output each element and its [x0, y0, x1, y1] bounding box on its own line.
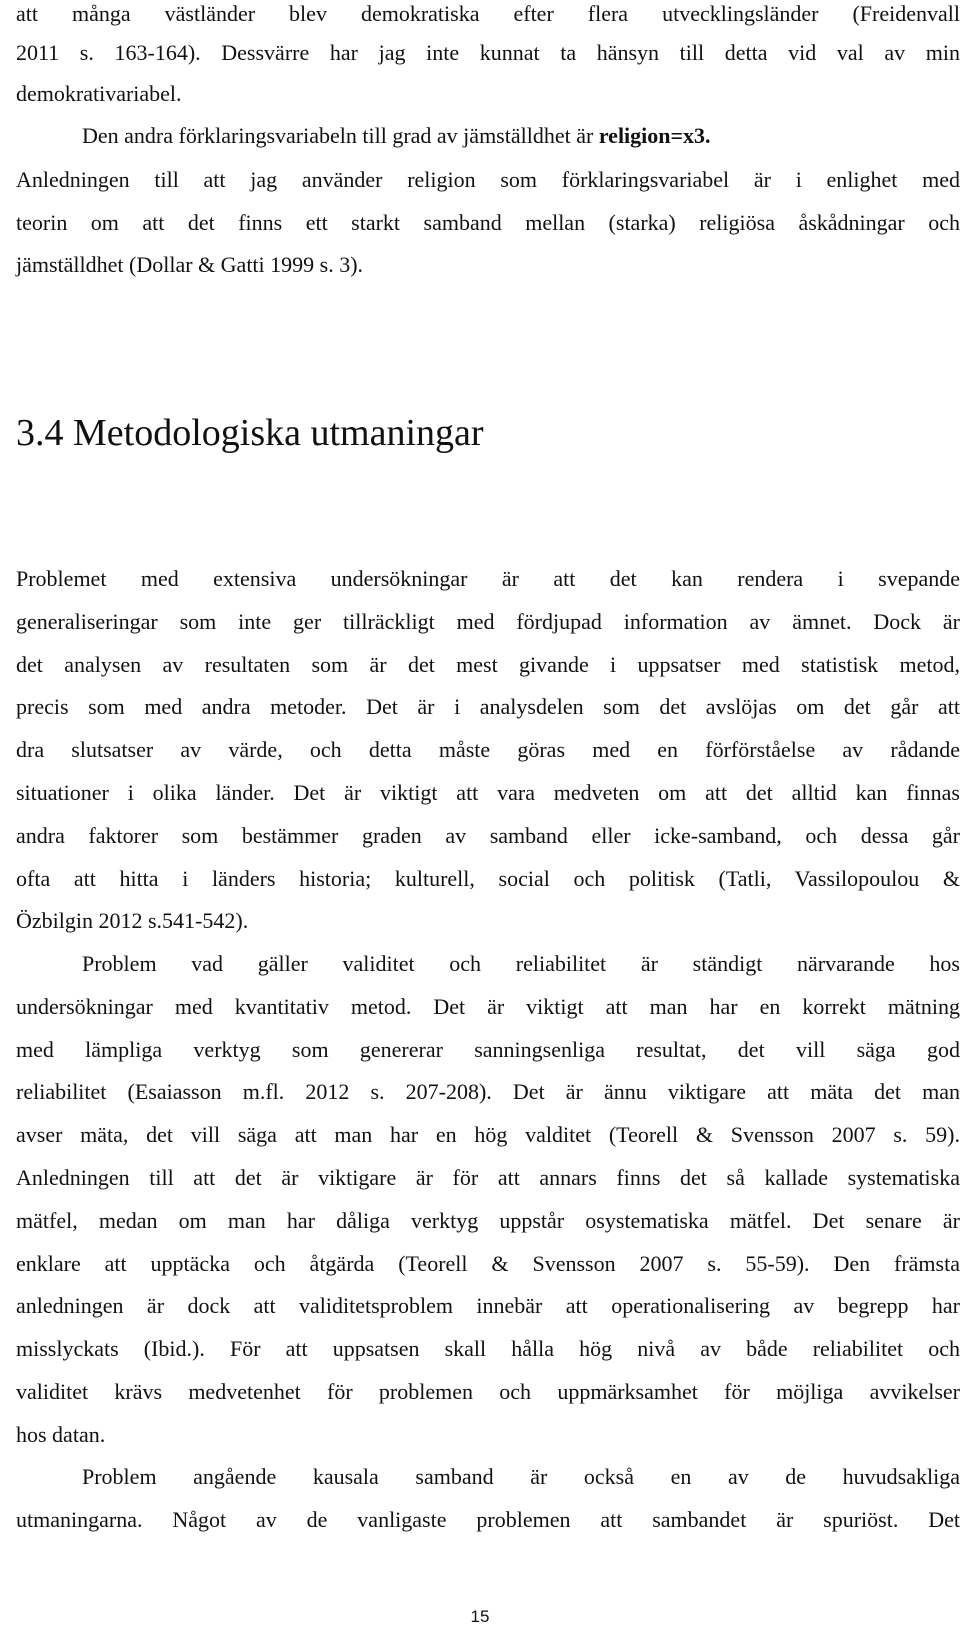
bold-term: religion=x3.: [598, 123, 711, 148]
text-line: anledningen är dock att validitetsproblem innebär att operationalisering av begrepp har: [16, 1293, 960, 1318]
text-line: Anledningen till att jag använder religion som förklaringsvariabel är i enlighet med: [16, 167, 960, 192]
text-line: med lämpliga verktyg som genererar sanningsenliga resultat, det vill säga god: [16, 1037, 960, 1062]
text-line: det analysen av resultaten som är det mest givande i uppsatser med statistisk metod,: [16, 652, 960, 677]
text-line: undersökningar med kvantitativ metod. Det är viktigt att man har en korrekt mätning: [16, 994, 960, 1019]
text-line: Özbilgin 2012 s.541-542).: [16, 908, 249, 933]
text-line: precis som med andra metoder. Det är i analysdelen som det avslöjas om det går att: [16, 694, 960, 719]
text-line: demokrativariabel.: [16, 81, 182, 106]
text-line: mätfel, medan om man har dåliga verktyg uppstår osystematiska mätfel. Det senare är: [16, 1208, 960, 1233]
text-line: [16, 122, 960, 150]
text-line: generaliseringar som inte ger tillräckligt med fördjupad information av ämnet. Dock är: [16, 609, 960, 634]
text-line: Anledningen till att det är viktigare är för att annars finns det så kallade systematiska: [16, 1165, 960, 1190]
text-line: avser mäta, det vill säga att man har en hög valditet (Teorell & Svensson 2007 s. 59).: [16, 1122, 960, 1147]
text-line: hos datan.: [16, 1422, 106, 1447]
text-line: Problem vad gäller validitet och reliabilitet är ständigt närvarande hos: [82, 951, 960, 976]
text-line: utmaningarna. Något av de vanligaste problemen att sambandet är spuriöst. Det: [16, 1507, 960, 1532]
text-line: dra slutsatser av värde, och detta måste göras med en förförståelse av rådande: [16, 737, 960, 762]
section-heading: 3.4 Metodologiska utmaningar: [16, 412, 484, 454]
text-line: att många västländer blev demokratiska efter flera utvecklingsländer (Freidenvall: [16, 1, 960, 26]
paragraph-lead: Den andra förklaringsvariabeln till grad av jämställdhet är: [82, 123, 599, 148]
text-line: enklare att upptäcka och åtgärda (Teorell & Svensson 2007 s. 55-59). Den främsta: [16, 1251, 960, 1276]
text-line: situationer i olika länder. Det är viktigt att vara medveten om att det alltid kan finnas: [16, 780, 960, 805]
text-line: Problemet med extensiva undersökningar är att det kan rendera i svepande: [16, 566, 960, 591]
text-line: Problem angående kausala samband är också en av de huvudsakliga: [82, 1464, 960, 1489]
text-line: andra faktorer som bestämmer graden av samband eller icke-samband, och dessa går: [16, 823, 960, 848]
text-line: misslyckats (Ibid.). För att uppsatsen skall hålla hög nivå av både reliabilitet och: [16, 1336, 960, 1361]
text-line: jämställdhet (Dollar & Gatti 1999 s. 3).: [16, 252, 364, 277]
text-line: reliabilitet (Esaiasson m.fl. 2012 s. 207-208). Det är ännu viktigare att mäta det man: [16, 1079, 960, 1104]
page-number: 15: [470, 1607, 490, 1626]
text-line: ofta att hitta i länders historia; kulturell, social och politisk (Tatli, Vassilopoulou &: [16, 866, 960, 891]
text-line: validitet krävs medvetenhet för problemen och uppmärksamhet för möjliga avvikelser: [16, 1379, 960, 1404]
text-line: teorin om att det finns ett starkt samband mellan (starka) religiösa åskådningar och: [16, 210, 960, 235]
text-line: 2011 s. 163-164). Dessvärre har jag inte kunnat ta hänsyn till detta vid val av min: [16, 40, 960, 65]
